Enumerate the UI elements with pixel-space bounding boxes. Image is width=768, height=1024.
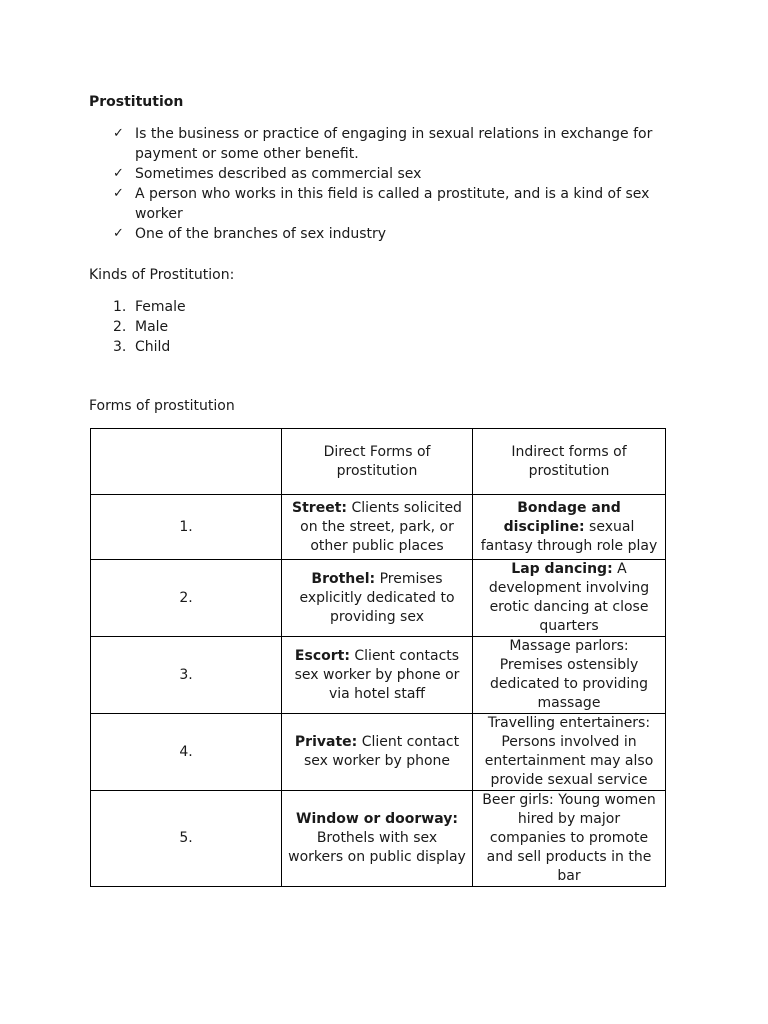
header-cell-empty bbox=[91, 429, 282, 495]
item-number: 3. bbox=[113, 339, 127, 355]
list-item bbox=[113, 337, 186, 357]
list-item bbox=[113, 124, 693, 164]
direct-cell bbox=[282, 560, 473, 637]
indirect-description: Massage parlors: Premises ostensibly dedicated to providing massage bbox=[489, 638, 649, 711]
item-number: 1. bbox=[113, 299, 127, 315]
direct-term: Private: bbox=[294, 734, 358, 750]
indirect-cell bbox=[473, 637, 666, 714]
bullet-text: Sometimes described as commercial sex bbox=[135, 166, 422, 182]
header-cell-direct: Direct Forms of prostitution bbox=[282, 429, 473, 495]
direct-cell bbox=[282, 637, 473, 714]
checkmark-icon: ✓ bbox=[113, 166, 124, 181]
kinds-label: Kinds of Prostitution: bbox=[89, 267, 235, 283]
forms-table bbox=[90, 428, 666, 887]
indirect-description: Beer girls: Young women hired by major companies to promote and sell products in the bar bbox=[482, 792, 656, 884]
direct-term: Brothel: bbox=[311, 570, 376, 587]
list-item bbox=[113, 164, 693, 184]
definition-bullet-list bbox=[113, 124, 693, 244]
item-text: Female bbox=[135, 299, 186, 315]
indirect-description: sexual fantasy through role play bbox=[480, 518, 658, 554]
row-number: 5. bbox=[91, 791, 282, 887]
indirect-term: Lap dancing: bbox=[511, 561, 613, 577]
direct-description: Client contact sex worker by phone bbox=[303, 734, 460, 769]
indirect-description: A development involving erotic dancing at close quarters bbox=[488, 561, 650, 634]
indirect-description: Travelling entertainers: Persons involved in entertainment may also provide sexual service bbox=[484, 715, 654, 788]
row-number: 2. bbox=[91, 560, 282, 637]
kinds-numbered-list bbox=[113, 297, 186, 357]
table-row bbox=[91, 791, 666, 887]
list-item bbox=[113, 224, 693, 244]
table-header-row bbox=[91, 429, 666, 495]
forms-label: Forms of prostitution bbox=[89, 398, 235, 414]
direct-cell bbox=[282, 495, 473, 560]
indirect-term: Bondage and discipline: bbox=[503, 499, 621, 535]
direct-description: Premises explicitly dedicated to providing sex bbox=[299, 570, 455, 625]
indirect-cell bbox=[473, 560, 666, 637]
table-row bbox=[91, 637, 666, 714]
checkmark-icon: ✓ bbox=[113, 186, 124, 201]
list-item bbox=[113, 297, 186, 317]
page-title: Prostitution bbox=[89, 94, 184, 110]
row-number: 4. bbox=[91, 714, 282, 791]
indirect-cell bbox=[473, 495, 666, 560]
item-text: Male bbox=[135, 319, 169, 335]
direct-term: Escort: bbox=[294, 647, 350, 664]
direct-description: Clients solicited on the street, park, or other public places bbox=[300, 499, 462, 554]
indirect-cell bbox=[473, 791, 666, 887]
table-row bbox=[91, 714, 666, 791]
header-cell-indirect: Indirect forms of prostitution bbox=[473, 429, 666, 495]
list-item bbox=[113, 184, 693, 224]
item-number: 2. bbox=[113, 319, 127, 335]
indirect-cell bbox=[473, 714, 666, 791]
table-row bbox=[91, 495, 666, 560]
list-item bbox=[113, 317, 186, 337]
table-row bbox=[91, 560, 666, 637]
bullet-text: One of the branches of sex industry bbox=[135, 226, 387, 242]
direct-cell bbox=[282, 791, 473, 887]
checkmark-icon: ✓ bbox=[113, 226, 124, 241]
direct-description: Brothels with sex workers on public display bbox=[288, 830, 466, 865]
direct-description: Client contacts sex worker by phone or via hotel staff bbox=[294, 647, 460, 702]
direct-term: Street: bbox=[292, 499, 347, 516]
bullet-text: Is the business or practice of engaging in sexual relations in exchange for payment or some other benefit. bbox=[135, 126, 653, 162]
item-text: Child bbox=[135, 339, 171, 355]
row-number: 3. bbox=[91, 637, 282, 714]
checkmark-icon: ✓ bbox=[113, 126, 124, 141]
row-number: 1. bbox=[91, 495, 282, 560]
bullet-text: A person who works in this field is called a prostitute, and is a kind of sex worker bbox=[135, 186, 650, 222]
direct-cell bbox=[282, 714, 473, 791]
direct-term: Window or doorway: bbox=[296, 811, 458, 827]
